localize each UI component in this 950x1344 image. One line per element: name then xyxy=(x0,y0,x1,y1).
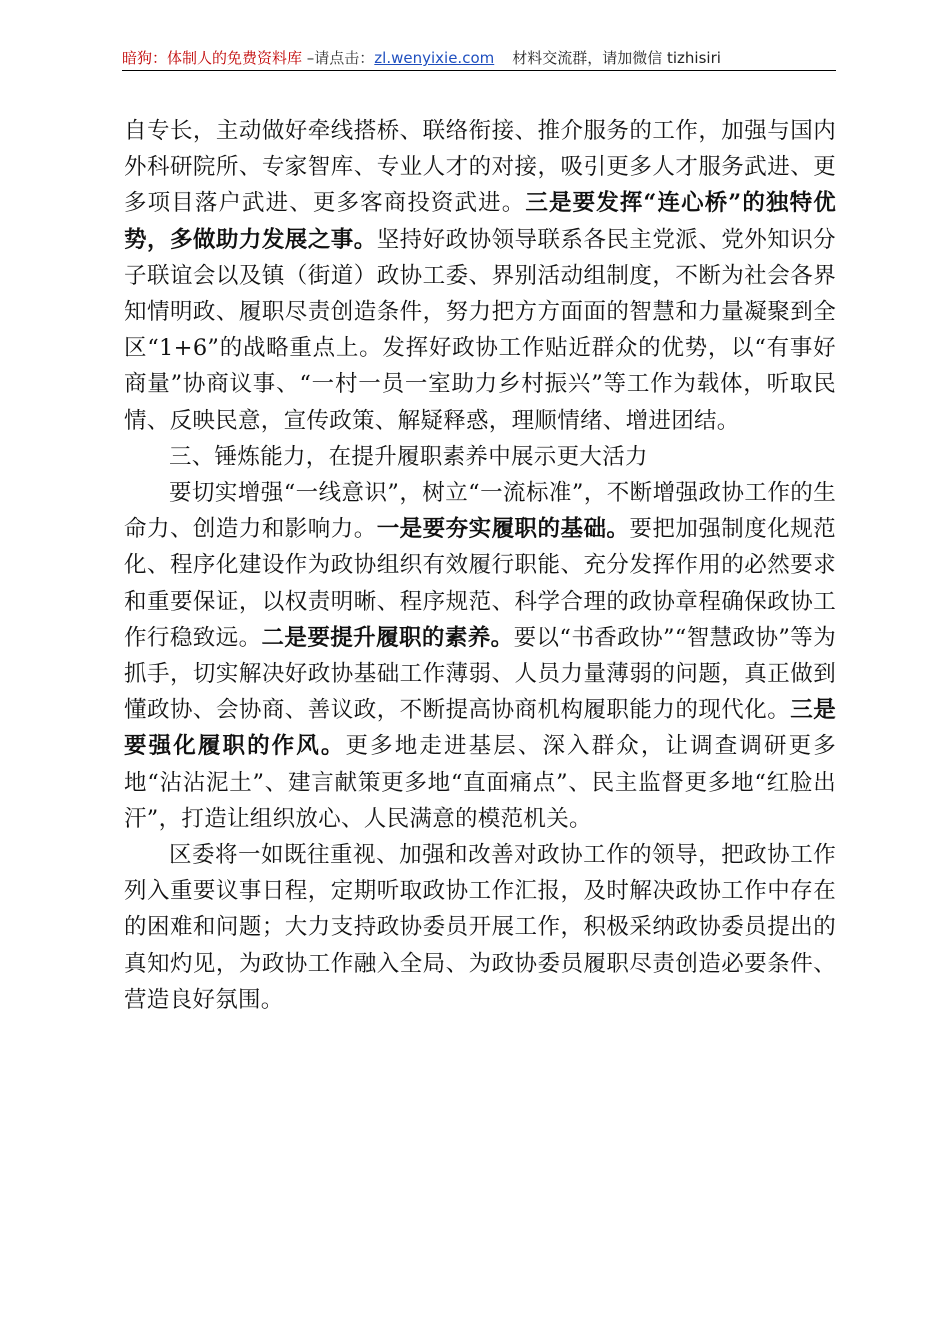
paragraph-text: 坚持好政协领导联系各民主党派、党外知识分子联谊会以及镇（街道）政协工委、界别活动组制度，不断为社会各界知情明政、履职尽责创造条件，努力把方方面面的智慧和力量凝聚到全区“1+6”的战略重点上。发挥好政协工作贴近群众的优势，以“有事好商量”协商议事、“一村一员一室助力乡村振兴”等工作为载体，听取民情、反映民意，宣传政策、解疑释惑，理顺情绪、增进团结。 xyxy=(124,226,836,434)
wechat-note: 材料交流群，请加微信 tizhisiri xyxy=(512,49,721,67)
section-heading: 三、锤炼能力，在提升履职素养中展示更大活力 xyxy=(169,443,648,470)
paragraph-closing: 区委将一如既往重视、加强和改善对政协工作的领导，把政协工作列入重要议事日程，定期听取政协工作汇报，及时解决政协工作中存在的困难和问题；大力支持政协委员开展工作，积极采纳政协委员提出的真知灼见，为政协工作融入全局、为政协委员履职尽责创造必要条件、营造良好氛围。 xyxy=(124,842,836,1013)
site-link[interactable]: zl.wenyixie.com xyxy=(374,49,495,67)
paragraph-abilities xyxy=(124,475,836,837)
bold-point-3: 三是要发挥“连心桥”的独特优势，多做助力发展之事。 xyxy=(124,190,836,253)
paragraph-text: 要切实增强“一线意识”，树立“一流标准”，不断增强政协工作的生命力、创造力和影响力。 xyxy=(124,480,836,543)
page-header xyxy=(122,46,836,70)
bold-point-1: 一是要夯实履职的基础。 xyxy=(376,516,630,543)
bold-point-2: 二是要提升履职的素养。 xyxy=(261,624,514,651)
bold-point-3: 三是要强化履职的作风。 xyxy=(124,697,836,760)
paragraph-text: 自专长，主动做好牵线搭桥、联络衔接、推介服务的工作，加强与国内外科研院所、专家智库、专业人才的对接，吸引更多人才服务武进、更多项目落户武进、更多客商投资武进。 xyxy=(124,118,836,217)
paragraph-continued xyxy=(124,113,836,439)
document-body xyxy=(124,113,836,1018)
paragraph-text: 更多地走进基层、深入群众，让调查调研更多地“沾沾泥土”、建言献策更多地“直面痛点”、民主监督更多地“红脸出汗”，打造让组织放心、人民满意的模范机关。 xyxy=(124,733,836,832)
site-name: 暗狗：体制人的免费资料库 xyxy=(122,49,303,67)
paragraph-text: 要把加强制度化规范化、程序化建设作为政协组织有效履行职能、充分发挥作用的必然要求和重要保证，以权责明晰、程序规范、科学合理的政协章程确保政协工作行稳致远。 xyxy=(124,516,836,651)
paragraph-text: 要以“书香政协”“智慧政协”等为抓手，切实解决好政协基础工作薄弱、人员力量薄弱的问题，真正做到懂政协、会协商、善议政，不断提高协商机构履职能力的现代化。 xyxy=(124,624,836,724)
header-divider xyxy=(122,70,836,71)
click-prompt: –请点击： xyxy=(302,49,375,67)
